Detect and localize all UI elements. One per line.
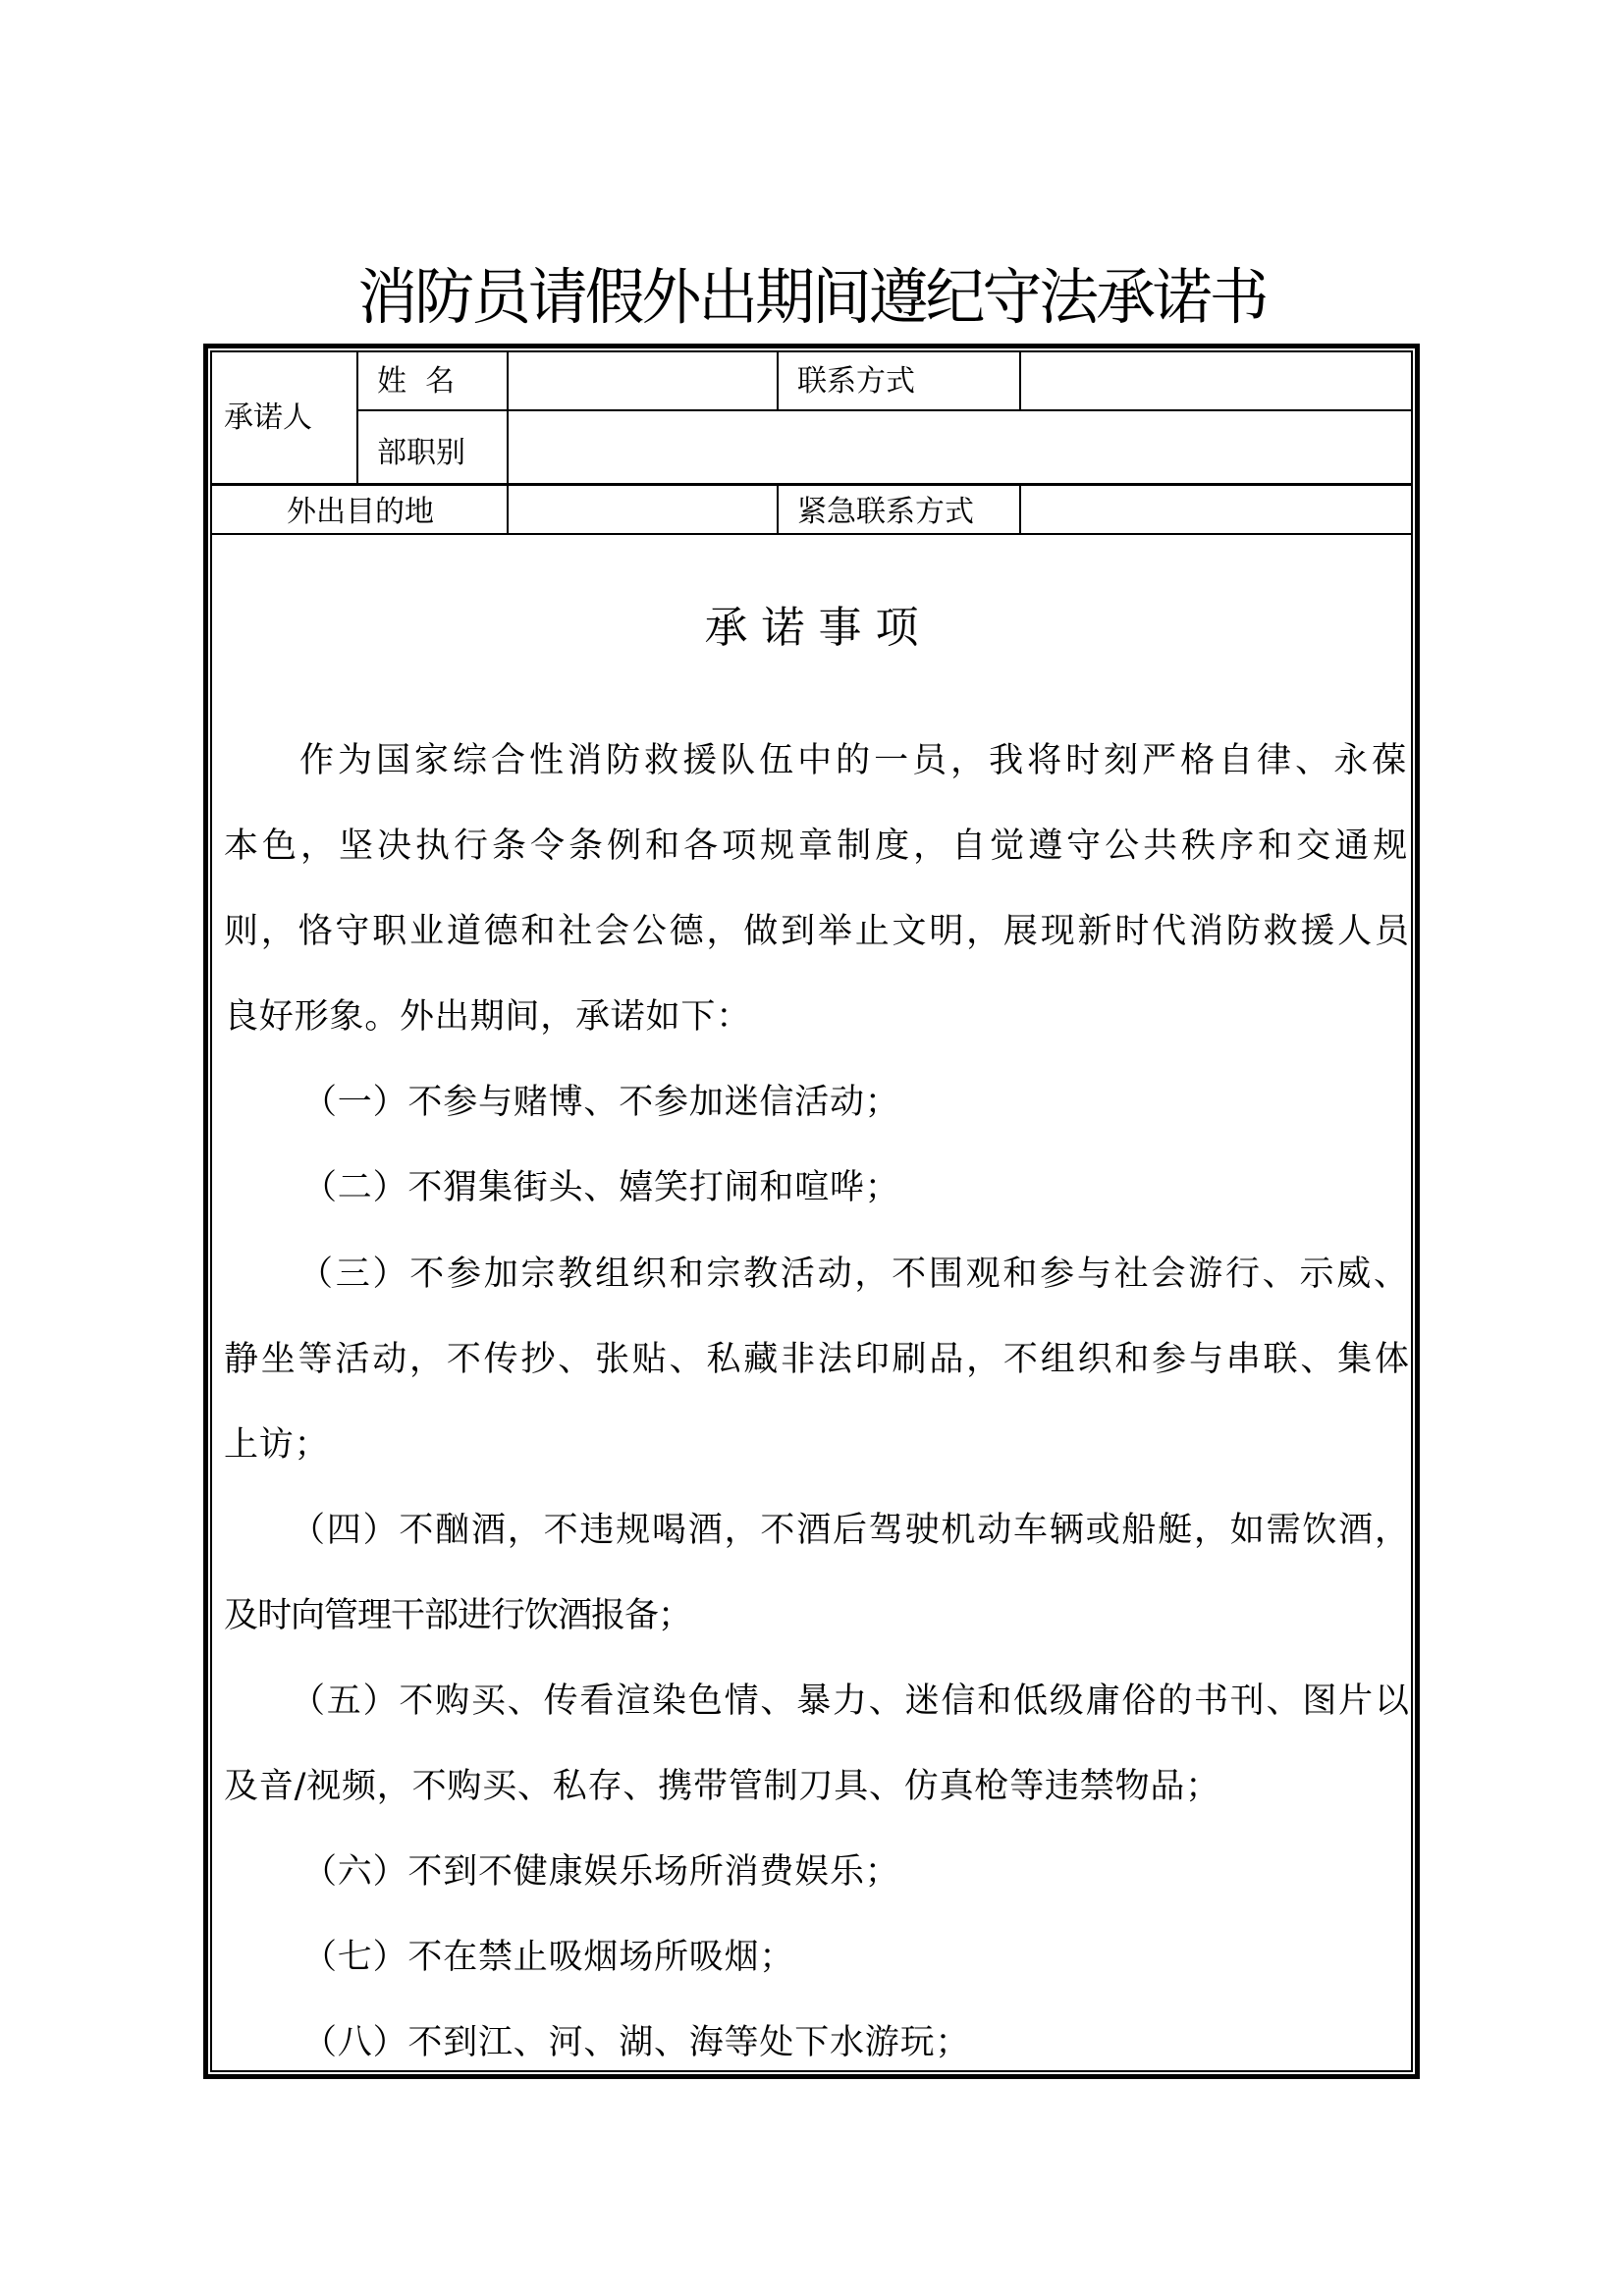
document-title: 消防员请假外出期间遵纪守法承诺书: [357, 261, 1267, 333]
destination-label: 外出目的地: [287, 495, 434, 529]
commitments-heading: 承诺事项: [704, 603, 933, 653]
contact-field[interactable]: [1021, 352, 1411, 409]
destination-field[interactable]: [509, 486, 777, 533]
commitment-item-4-line-1: （四）不酗酒，不违规喝酒，不酒后驾驶机动车辆或船艇，如需饮酒，: [291, 1511, 1407, 1550]
unit-rank-label: 部职别: [377, 436, 465, 470]
intro-line-4: 良好形象。外出期间，承诺如下：: [224, 997, 752, 1037]
intro-line-2: 本色，坚决执行条令条例和各项规章制度，自觉遵守公共秩序和交通规: [224, 827, 1408, 866]
commitment-item-5-line-2: 及音/视频，不购买、私存、携带管制刀具、仿真枪等违禁物品；: [224, 1767, 1220, 1806]
commitment-item-3-line-3: 上访；: [224, 1425, 330, 1465]
unit-rank-field[interactable]: [509, 411, 1411, 483]
row-divider-3: [212, 533, 1413, 535]
col-divider-1: [356, 352, 358, 484]
intro-line-3: 则，恪守职业道德和社会公德，做到举止文明，展现新时代消防救援人员: [224, 912, 1408, 951]
name-label: 姓 名: [377, 364, 456, 399]
commitment-item-3-line-2: 静坐等活动，不传抄、张贴、私藏非法印刷品，不组织和参与串联、集体: [224, 1340, 1408, 1379]
col-divider-3-top: [777, 352, 779, 410]
commitment-item-2: （二）不猬集街头、嬉笑打闹和喧哗；: [302, 1168, 900, 1207]
commitment-item-3-line-1: （三）不参加宗教组织和宗教活动，不围观和参与社会游行、示威、: [298, 1255, 1407, 1294]
promisor-label: 承诺人: [224, 400, 312, 435]
col-divider-3-bottom: [777, 485, 779, 535]
commitment-item-7: （七）不在禁止吸烟场所吸烟；: [302, 1938, 795, 1977]
intro-line-1: 作为国家综合性消防救援队伍中的一员，我将时刻严格自律、永葆: [299, 741, 1407, 780]
name-field[interactable]: [509, 352, 777, 409]
commitment-item-6: （六）不到不健康娱乐场所消费娱乐；: [302, 1852, 900, 1892]
contact-label: 联系方式: [797, 364, 915, 399]
commitment-item-5-line-1: （五）不购买、传看渲染色情、暴力、迷信和低级庸俗的书刊、图片以: [291, 1682, 1407, 1721]
commitment-item-8: （八）不到江、河、湖、海等处下水游玩；: [302, 2023, 971, 2062]
commitment-item-4-line-2: 及时向管理干部进行饮酒报备；: [224, 1596, 692, 1635]
emergency-contact-label: 紧急联系方式: [797, 495, 974, 529]
commitment-item-1: （一）不参与赌博、不参加迷信活动；: [302, 1083, 900, 1122]
emergency-contact-field[interactable]: [1021, 486, 1411, 533]
